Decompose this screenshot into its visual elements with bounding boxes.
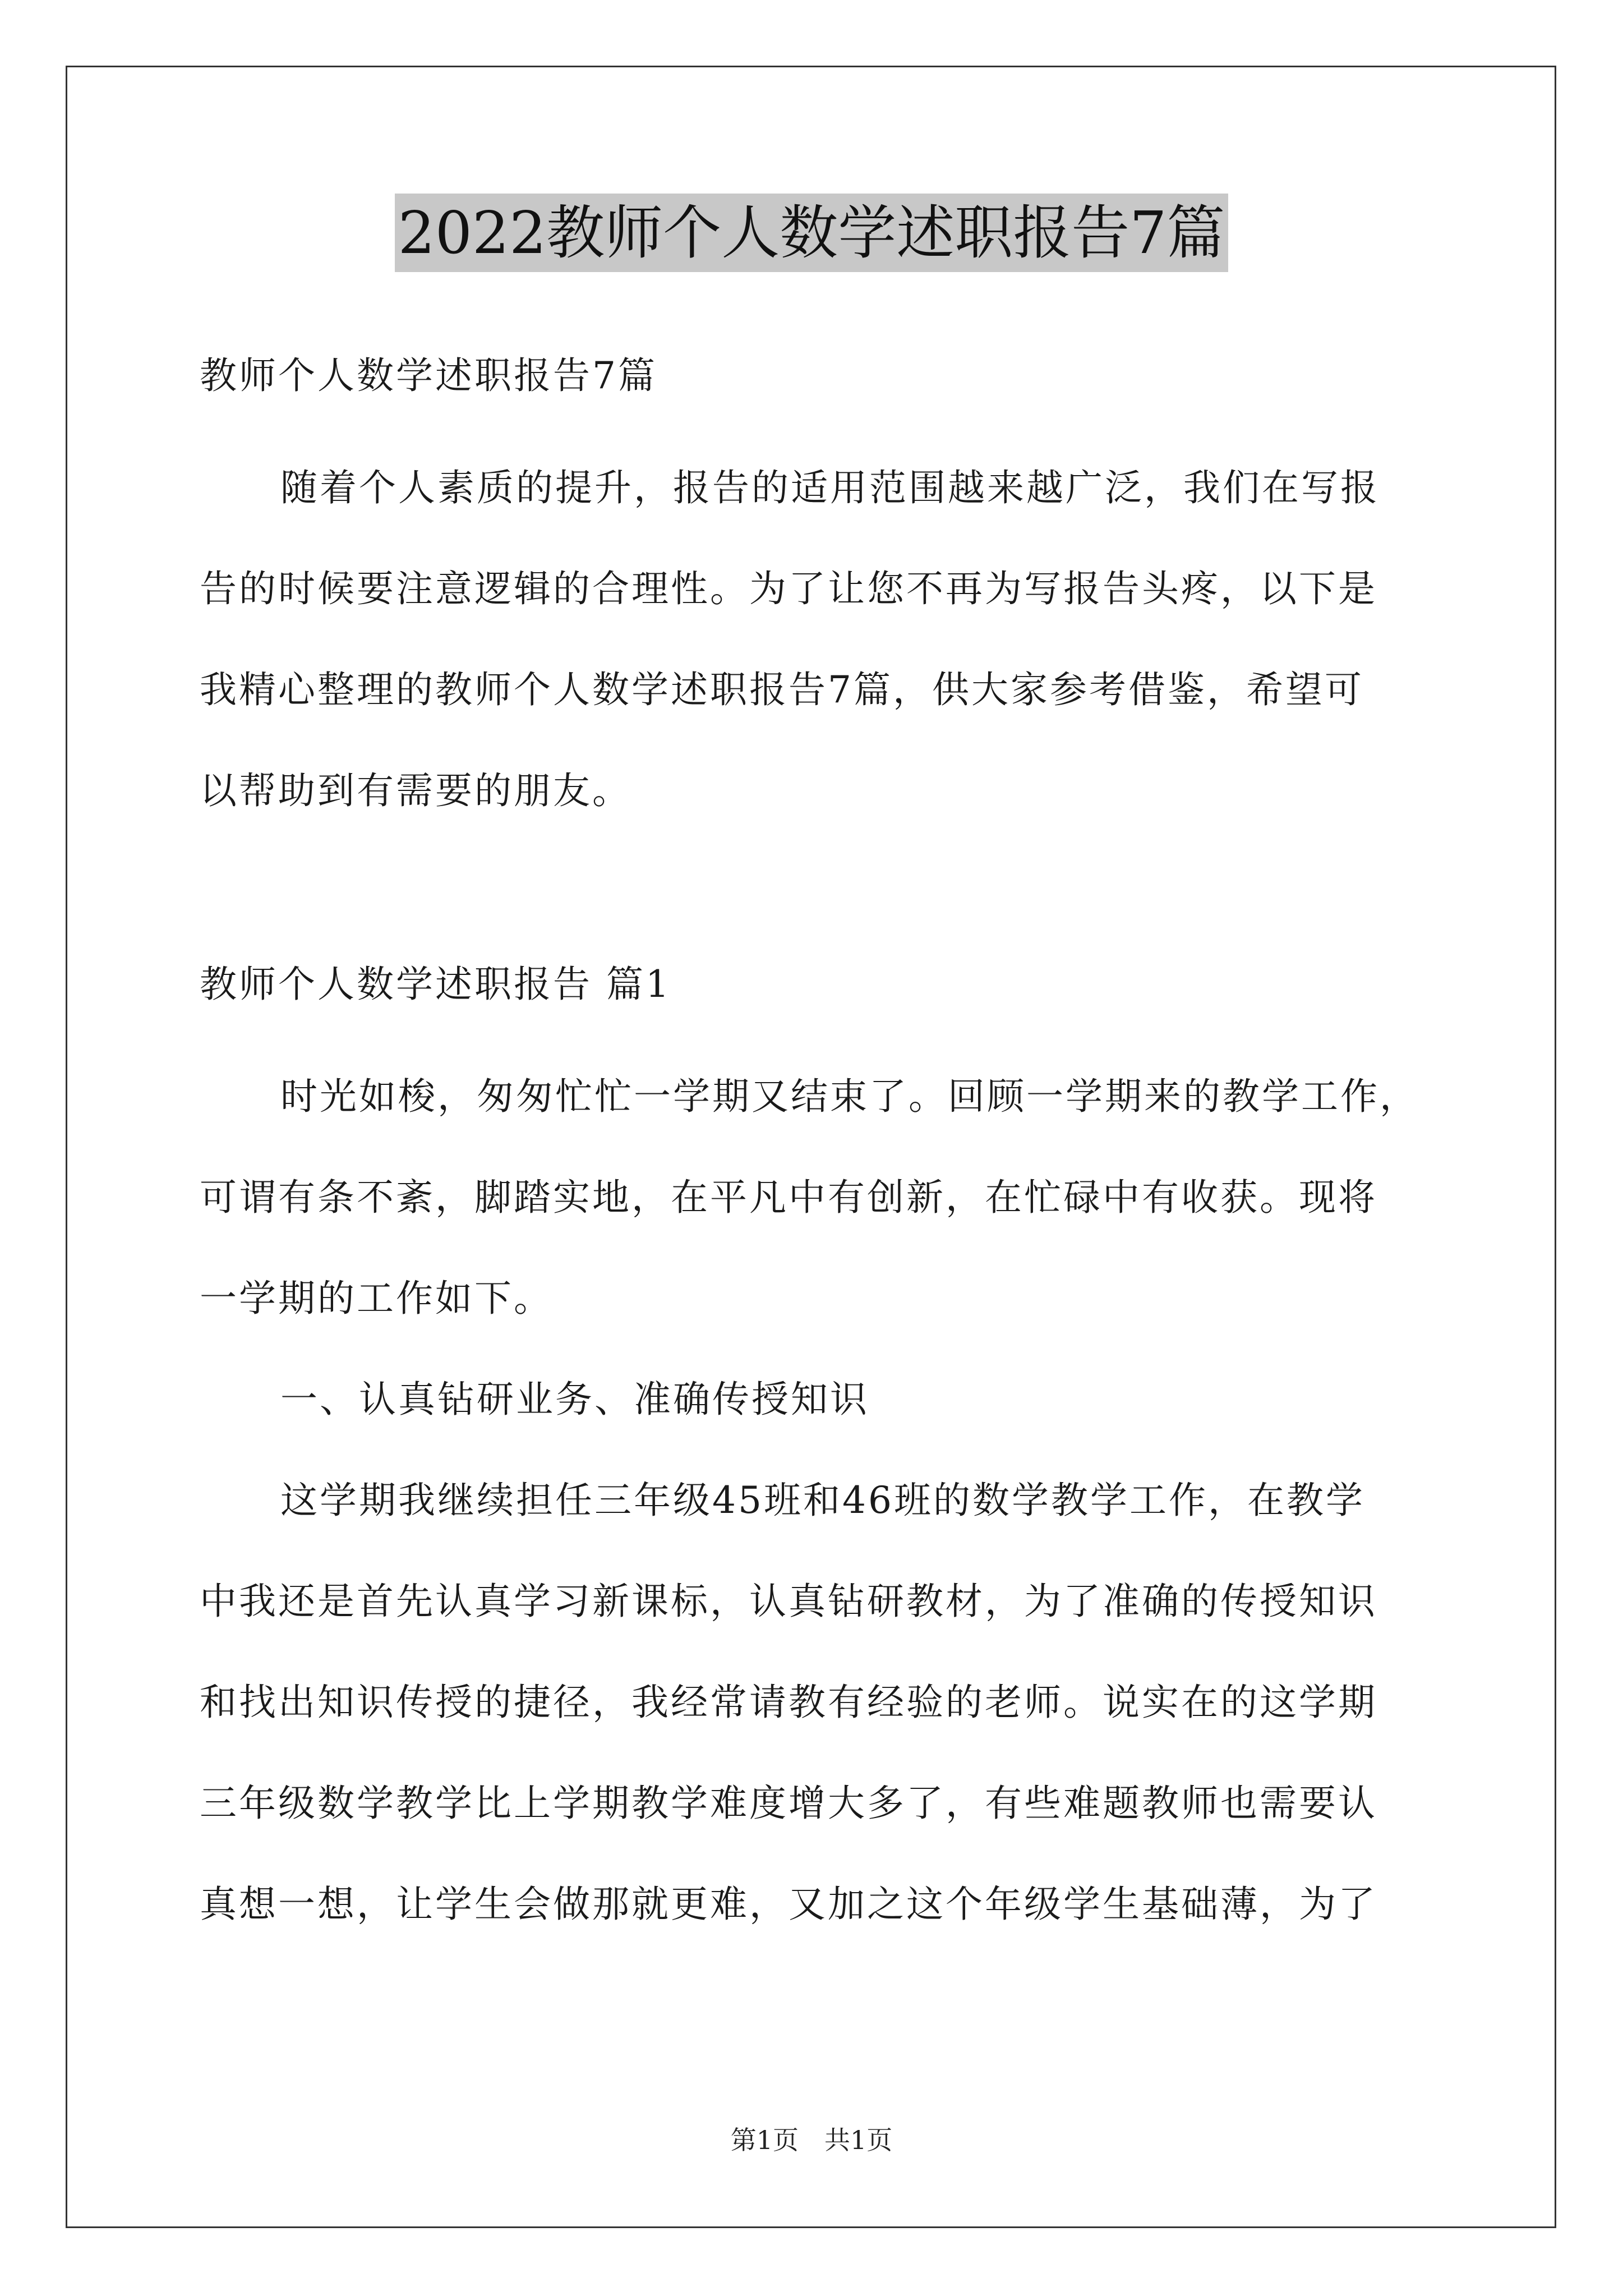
intro-line-4: 以帮助到有需要的朋友。 — [200, 769, 631, 812]
document-title: 2022教师个人数学述职报告7篇 — [395, 194, 1229, 272]
section-heading: 教师个人数学述职报告 篇1 — [200, 963, 671, 1006]
body-line-3: 和找出知识传授的捷径，我经常请教有经验的老师。说实在的这学期 — [200, 1681, 1377, 1724]
intro-line-1: 随着个人素质的提升，报告的适用范围越来越广泛，我们在写报 — [280, 466, 1380, 509]
body-line-5: 真想一想，让学生会做那就更难，又加之这个年级学生基础薄，为了 — [200, 1883, 1377, 1926]
document-subtitle: 教师个人数学述职报告7篇 — [200, 354, 657, 397]
intro-line-2: 告的时候要注意逻辑的合理性。为了让您不再为写报告头疼，以下是 — [200, 567, 1377, 610]
body-line-4: 三年级数学教学比上学期教学难度增大多了，有些难题教师也需要认 — [200, 1782, 1377, 1825]
body-line-2: 中我还是首先认真学习新课标，认真钻研教材，为了准确的传授知识 — [200, 1580, 1377, 1623]
section-line-2: 可谓有条不紊，脚踏实地，在平凡中有创新，在忙碌中有收获。现将 — [200, 1176, 1377, 1219]
title-container — [0, 194, 1623, 272]
section-line-1: 时光如梭，匆匆忙忙一学期又结束了。回顾一学期来的教学工作， — [280, 1075, 1419, 1118]
page-footer: 第1页 共1页 — [730, 2125, 893, 2155]
body-line-1: 这学期我继续担任三年级45班和46班的数学教学工作，在教学 — [280, 1479, 1365, 1522]
intro-line-3: 我精心整理的教师个人数学述职报告7篇，供大家参考借鉴，希望可 — [200, 668, 1364, 711]
section-line-3: 一学期的工作如下。 — [200, 1277, 553, 1320]
sub-heading: 一、认真钻研业务、准确传授知识 — [280, 1378, 869, 1421]
